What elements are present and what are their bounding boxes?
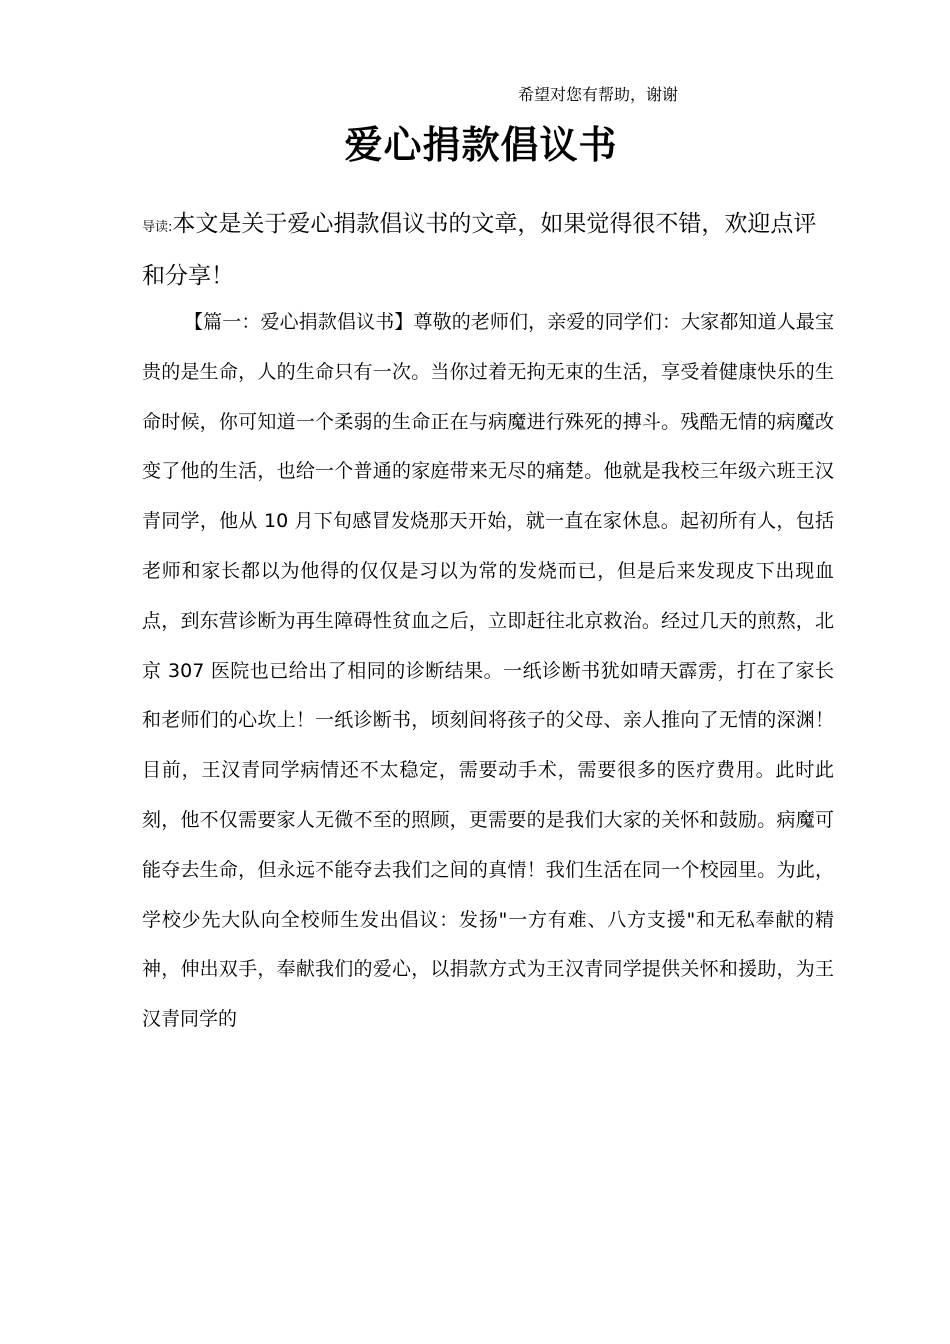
intro-paragraph [142,200,832,301]
header-note: 希望对您有帮助，谢谢 [518,85,679,104]
intro-text: 本文是关于爱心捐款倡议书的文章，如果觉得很不错，欢迎点评和分享！ [142,211,817,289]
intro-label: 导读: [142,220,173,235]
document-title: 爱心捐款倡议书 [344,123,618,167]
body-paragraph: 【篇一：爱心捐款倡议书】尊敬的老师们，亲爱的同学们：大家都知道人最宝贵的是生命，人的生命只有一次。当你过着无拘无束的生活，享受着健康快乐的生命时候，你可知道一个柔弱的生命正在与病魔进行殊死的搏斗。残酷无情的病魔改变了他的生活，也给一个普通的家庭带来无尽的痛楚。他就是我校三年级六班王汉青同学，他从 10 月下旬感冒发烧那天开始，就一直在家休息。起初所有人，包括老师和家长都以为他得的仅仅是习以为常的发烧而已，但是后来发现皮下出现血点，到东营诊断为再生障碍性贫血之后，立即赶往北京救治。经过几天的煎熬，北京 307 医院也已给出了相同的诊断结果。一纸诊断书犹如晴天霹雳，打在了家长和老师们的心坎上！一纸诊断书，顷刻间将孩子的父母、亲人推向了无情的深渊！目前，王汉青同学病情还不太稳定，需要动手术，需要很多的医疗费用。此时此刻，他不仅需要家人无微不至的照顾，更需要的是我们大家的关怀和鼓励。病魔可能夺去生命，但永远不能夺去我们之间的真情！我们生活在同一个校园里。为此，学校少先大队向全校师生发出倡议：发扬"一方有难、八方支援"和无私奉献的精神，伸出双手，奉献我们的爱心，以捐款方式为王汉青同学提供关怀和援助，为王汉青同学的 [142,311,834,1031]
